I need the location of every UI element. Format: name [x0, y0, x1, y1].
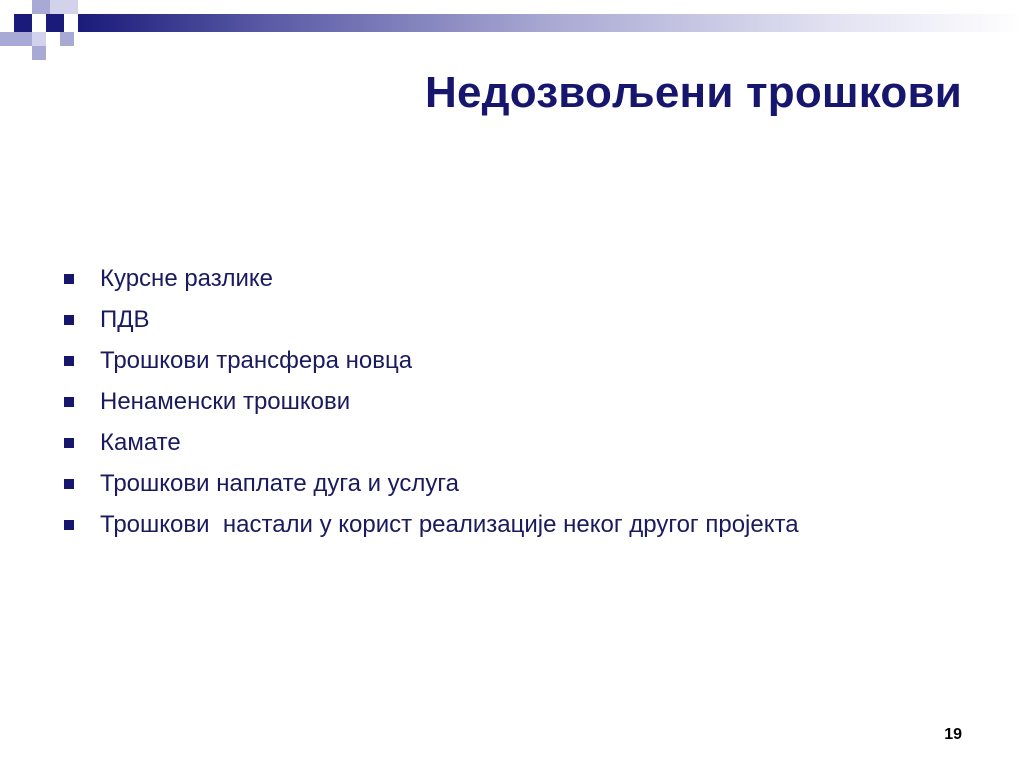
deco-square — [32, 32, 46, 46]
bullet-text: Трошкови настали у корист реализације неког другог пројекта — [100, 510, 799, 538]
deco-square — [64, 0, 78, 14]
list-item — [64, 299, 799, 340]
bullet-text: ПДВ — [100, 305, 150, 333]
bullet-text: Трошкови наплате дуга и услуга — [100, 469, 459, 497]
list-item — [64, 258, 799, 299]
slide-title: Недозвољени трошкови — [424, 68, 962, 117]
decorative-squares — [0, 0, 90, 70]
square-bullet-icon — [64, 315, 74, 325]
square-bullet-icon — [64, 397, 74, 407]
bullet-text: Ненаменски трошкови — [100, 387, 351, 415]
deco-square — [32, 46, 46, 60]
list-item — [64, 422, 799, 463]
deco-square — [60, 32, 74, 46]
deco-square — [14, 32, 32, 46]
header-gradient-bar — [78, 14, 1024, 32]
bullet-text: Курсне разлике — [100, 264, 274, 292]
list-item — [64, 340, 799, 381]
deco-square — [0, 32, 14, 46]
square-bullet-icon — [64, 479, 74, 489]
square-bullet-icon — [64, 520, 74, 530]
square-bullet-icon — [64, 274, 74, 284]
list-item — [64, 381, 799, 422]
page-number: 19 — [944, 726, 962, 743]
deco-square — [50, 0, 64, 14]
deco-square — [32, 0, 50, 14]
bullet-text: Трошкови трансфера новца — [100, 346, 413, 374]
bullet-text: Камате — [100, 428, 181, 456]
list-item — [64, 504, 799, 545]
square-bullet-icon — [64, 356, 74, 366]
deco-square — [14, 14, 32, 32]
bullet-list — [64, 258, 799, 545]
list-item — [64, 463, 799, 504]
square-bullet-icon — [64, 438, 74, 448]
deco-square — [46, 14, 64, 32]
